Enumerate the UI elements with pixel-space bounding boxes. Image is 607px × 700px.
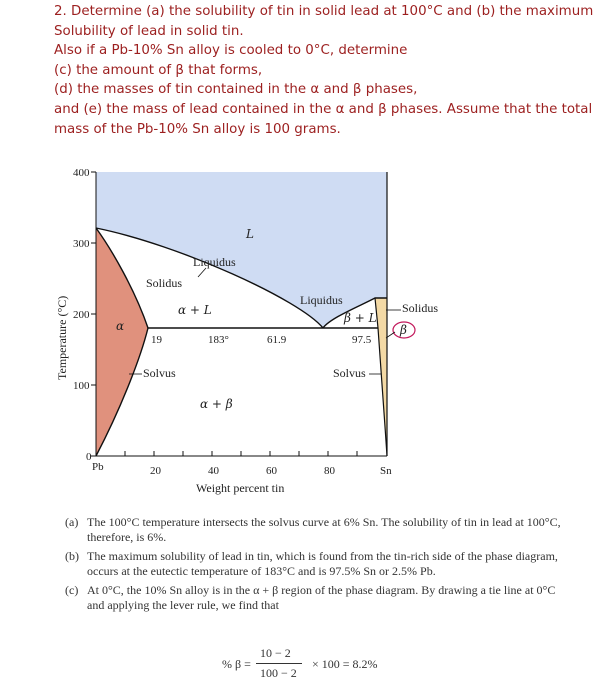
lever-rule-formula	[222, 646, 422, 686]
label-alpha-plus-l: α + L	[178, 303, 212, 317]
question-line: and (e) the mass of lead contained in the α and β phases. Assume that the total	[54, 101, 593, 117]
y-tick-label: 300	[73, 238, 90, 250]
alpha-region	[96, 228, 148, 456]
label-alpha: α	[116, 319, 125, 333]
question-line: (d) the masses of tin contained in the α and β phases,	[54, 82, 418, 98]
phase-diagram	[0, 160, 607, 510]
answer-text: The maximum solubility of lead in tin, which is found from the tin-rich side of the phase diagram, occurs at the eutectic temperature of 183°C and is 97.5% Sn or 2.5% Pb.	[87, 549, 558, 578]
answer-c	[65, 583, 565, 613]
x-axis-label: Weight percent tin	[196, 481, 285, 495]
formula-rhs: × 100 = 8.2%	[312, 657, 378, 671]
label-solidus-left: Solidus	[146, 276, 183, 290]
x-tick-label: 60	[266, 465, 277, 477]
answer-label: (a)	[65, 515, 79, 529]
x-end-label-pb: Pb	[92, 461, 104, 473]
answer-a	[65, 515, 565, 545]
y-tick-label: 100	[73, 380, 90, 392]
label-liquidus-left: Liquidus	[193, 255, 236, 269]
question-line: Also if a Pb-10% Sn alloy is cooled to 0°C, determine	[54, 43, 408, 59]
question-text	[54, 2, 599, 139]
liquidus-left-leader	[198, 268, 206, 277]
label-solidus-right: Solidus	[402, 301, 439, 315]
label-beta: β	[400, 323, 407, 337]
label-comp-97-5: 97.5	[352, 334, 372, 346]
y-tick-label: 0	[86, 451, 92, 463]
y-axis-label: Temperature (°C)	[55, 295, 69, 380]
y-ticks	[91, 172, 96, 456]
question-line: (c) the amount of β that forms,	[54, 62, 263, 78]
x-ticks	[125, 451, 357, 456]
formula-numerator: 10 − 2	[260, 646, 291, 660]
x-tick-label: 40	[208, 465, 219, 477]
label-comp-61-9: 61.9	[267, 334, 287, 346]
label-l: L	[246, 227, 254, 241]
label-alpha-plus-beta: α + β	[200, 397, 233, 411]
label-comp-19: 19	[151, 334, 162, 346]
label-beta-plus-l: β + L	[344, 311, 377, 325]
answer-text: At 0°C, the 10% Sn alloy is in the α + β region of the phase diagram. By drawing a tie line at 0°C and applying the lever rule, we find that	[87, 583, 556, 612]
formula-denominator: 100 − 2	[260, 666, 297, 680]
x-tick-label: 20	[150, 465, 161, 477]
answers	[65, 515, 565, 617]
label-solvus-right: Solvus	[333, 366, 366, 380]
answer-text: The 100°C temperature intersects the solvus curve at 6% Sn. The solubility of tin in lead at 100°C, therefore, is 6%.	[87, 515, 561, 544]
x-end-label-sn: Sn	[380, 465, 392, 477]
question-line: 2. Determine (a) the solubility of tin in solid lead at 100°C and (b) the maximum	[54, 4, 594, 19]
label-solvus-left: Solvus	[143, 366, 176, 380]
y-tick-label: 400	[73, 167, 90, 179]
fraction-bar	[256, 663, 302, 664]
answer-label: (c)	[65, 583, 79, 597]
answer-b	[65, 549, 565, 579]
answer-label: (b)	[65, 549, 79, 563]
y-tick-label: 200	[73, 309, 90, 321]
x-tick-label: 80	[324, 465, 335, 477]
label-temp-183: 183°	[208, 334, 229, 346]
question-line: mass of the Pb-10% Sn alloy is 100 grams.	[54, 121, 341, 137]
label-liquidus-right: Liquidus	[300, 293, 343, 307]
formula-lhs: % β =	[222, 657, 251, 671]
question-line: Solubility of lead in solid tin.	[54, 23, 244, 39]
